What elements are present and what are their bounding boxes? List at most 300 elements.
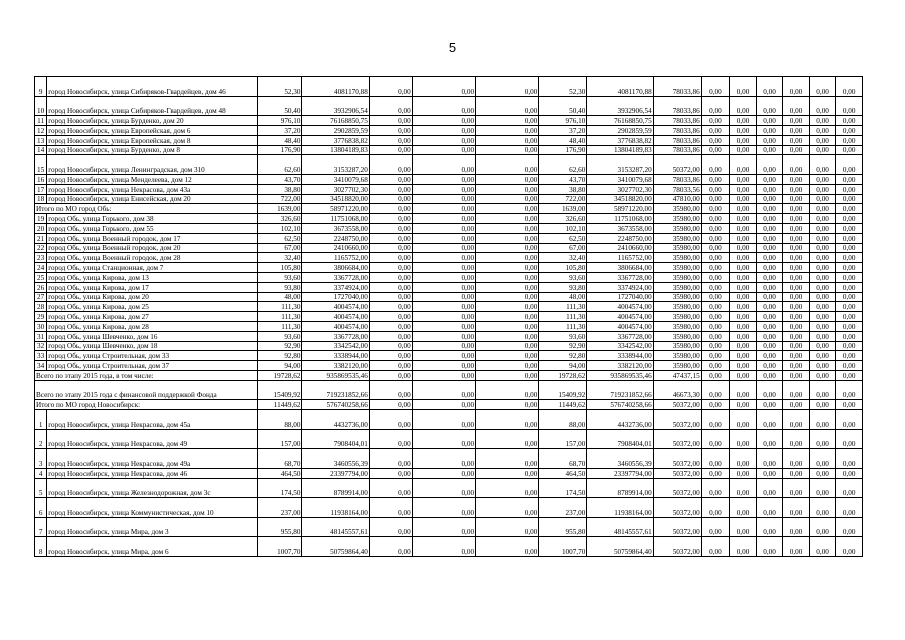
value-cell: 0,00 [756, 292, 783, 302]
value-cell: 0,00 [476, 125, 539, 135]
value-cell: 32,40 [539, 253, 587, 263]
value-cell: 0,00 [783, 282, 810, 292]
value-cell: 0,00 [836, 302, 863, 312]
value-cell: 67,00 [539, 243, 587, 253]
value-cell: 0,00 [783, 116, 810, 126]
address-cell: Всего по этапу 2015 года, в том числе: [35, 370, 258, 380]
value-cell: 0,00 [476, 478, 539, 498]
value-cell: 0,00 [412, 155, 475, 175]
value-cell: 32,40 [257, 253, 302, 263]
value-cell: 0,00 [836, 184, 863, 194]
value-cell: 23397794,00 [302, 468, 369, 478]
value-cell: 0,00 [756, 429, 783, 449]
value-cell: 3374924,00 [302, 282, 369, 292]
value-cell: 0,00 [701, 331, 730, 341]
table-total-row [35, 204, 863, 214]
value-cell: 0,00 [836, 449, 863, 469]
value-cell: 0,00 [836, 263, 863, 273]
row-number: 13 [35, 135, 47, 145]
address-cell: город Обь, улица Кирова, дом 20 [47, 292, 257, 302]
value-cell: 0,00 [836, 331, 863, 341]
value-cell: 157,00 [257, 429, 302, 449]
value-cell: 62,50 [257, 233, 302, 243]
value-cell: 0,00 [730, 370, 757, 380]
value-cell: 0,00 [756, 380, 783, 400]
address-cell: город Обь, улица Военный городок, дом 20 [47, 243, 257, 253]
table-row [35, 194, 863, 204]
value-cell: 0,00 [369, 233, 412, 243]
value-cell: 0,00 [730, 243, 757, 253]
table-row [35, 77, 863, 97]
value-cell: 0,00 [476, 292, 539, 302]
value-cell: 0,00 [701, 341, 730, 351]
value-cell: 0,00 [809, 96, 836, 116]
value-cell: 50759864,40 [302, 537, 369, 557]
value-cell: 0,00 [701, 223, 730, 233]
value-cell: 0,00 [730, 253, 757, 263]
value-cell: 0,00 [783, 380, 810, 400]
value-cell: 4004574,00 [302, 302, 369, 312]
value-cell: 52,30 [257, 77, 302, 97]
row-number: 5 [35, 478, 47, 498]
value-cell: 0,00 [412, 312, 475, 322]
value-cell: 0,00 [756, 517, 783, 537]
value-cell: 0,00 [412, 429, 475, 449]
address-cell: город Новосибирск, улица Некрасова, дом 49 [47, 429, 257, 449]
table-row [35, 478, 863, 498]
value-cell: 1639,00 [539, 204, 587, 214]
row-number: 21 [35, 233, 47, 243]
table-row [35, 145, 863, 155]
value-cell: 0,00 [783, 292, 810, 302]
value-cell: 3776838,82 [302, 135, 369, 145]
value-cell: 0,00 [701, 116, 730, 126]
value-cell: 0,00 [809, 537, 836, 557]
value-cell: 4004574,00 [587, 302, 653, 312]
value-cell: 0,00 [412, 184, 475, 194]
value-cell: 0,00 [412, 321, 475, 331]
address-cell: город Новосибирск, улица Мира, дом 3 [47, 517, 257, 537]
value-cell: 3806684,00 [587, 263, 653, 273]
row-number: 2 [35, 429, 47, 449]
value-cell: 0,00 [412, 370, 475, 380]
value-cell: 19728,62 [539, 370, 587, 380]
table-row [35, 468, 863, 478]
value-cell: 576740258,66 [587, 400, 653, 410]
value-cell: 0,00 [783, 410, 810, 430]
row-number: 29 [35, 312, 47, 322]
value-cell: 0,00 [412, 116, 475, 126]
value-cell: 0,00 [730, 155, 757, 175]
value-cell: 0,00 [730, 517, 757, 537]
table-row [35, 184, 863, 194]
value-cell: 1639,00 [257, 204, 302, 214]
value-cell: 0,00 [369, 321, 412, 331]
address-cell: город Новосибирск, улица Ленинградская, дом 310 [47, 155, 257, 175]
value-cell: 0,00 [836, 498, 863, 518]
value-cell: 0,00 [369, 517, 412, 537]
value-cell: 0,00 [836, 410, 863, 430]
value-cell: 0,00 [476, 282, 539, 292]
address-cell: город Обь, улица Строительная, дом 37 [47, 361, 257, 371]
value-cell: 0,00 [809, 517, 836, 537]
table-row [35, 517, 863, 537]
value-cell: 464,50 [539, 468, 587, 478]
table-row [35, 312, 863, 322]
address-cell: Итого по МО город Обь: [35, 204, 258, 214]
value-cell: 0,00 [809, 272, 836, 282]
value-cell: 37,20 [539, 125, 587, 135]
value-cell: 19728,62 [257, 370, 302, 380]
value-cell: 3460556,39 [302, 449, 369, 469]
value-cell: 3027702,30 [302, 184, 369, 194]
value-cell: 0,00 [783, 351, 810, 361]
value-cell: 0,00 [412, 272, 475, 282]
value-cell: 0,00 [369, 498, 412, 518]
value-cell: 0,00 [701, 380, 730, 400]
value-cell: 464,50 [257, 468, 302, 478]
table-row [35, 214, 863, 224]
value-cell: 0,00 [701, 243, 730, 253]
value-cell: 0,00 [836, 233, 863, 243]
value-cell: 0,00 [701, 410, 730, 430]
value-cell: 0,00 [756, 331, 783, 341]
value-cell: 0,00 [809, 253, 836, 263]
value-cell: 35980,00 [653, 341, 701, 351]
value-cell: 0,00 [783, 400, 810, 410]
value-cell: 50372,00 [653, 537, 701, 557]
address-cell: город Обь, улица Станционная, дом 7 [47, 263, 257, 273]
value-cell: 0,00 [756, 400, 783, 410]
value-cell: 0,00 [730, 174, 757, 184]
value-cell: 0,00 [369, 292, 412, 302]
row-number: 19 [35, 214, 47, 224]
value-cell: 0,00 [412, 498, 475, 518]
value-cell: 0,00 [836, 400, 863, 410]
value-cell: 0,00 [836, 370, 863, 380]
value-cell: 0,00 [783, 517, 810, 537]
value-cell: 0,00 [412, 478, 475, 498]
address-cell: город Новосибирск, улица Бурденко, дом 20 [47, 116, 257, 126]
value-cell: 0,00 [476, 312, 539, 322]
value-cell: 935869535,46 [302, 370, 369, 380]
value-cell: 13804189,83 [587, 145, 653, 155]
address-cell: город Обь, улица Кирова, дом 25 [47, 302, 257, 312]
value-cell: 0,00 [730, 204, 757, 214]
value-cell: 0,00 [412, 331, 475, 341]
value-cell: 0,00 [476, 351, 539, 361]
value-cell: 0,00 [756, 77, 783, 97]
value-cell: 0,00 [809, 223, 836, 233]
value-cell: 0,00 [730, 263, 757, 273]
value-cell: 93,80 [257, 282, 302, 292]
value-cell: 34518820,00 [587, 194, 653, 204]
value-cell: 0,00 [783, 429, 810, 449]
value-cell: 0,00 [783, 468, 810, 478]
address-cell: Итого по МО город Новосибирск: [35, 400, 258, 410]
address-cell: город Обь, улица Строительная, дом 33 [47, 351, 257, 361]
row-number: 31 [35, 331, 47, 341]
value-cell: 3460556,39 [587, 449, 653, 469]
value-cell: 0,00 [369, 449, 412, 469]
value-cell: 0,00 [836, 468, 863, 478]
value-cell: 176,90 [257, 145, 302, 155]
value-cell: 0,00 [756, 135, 783, 145]
value-cell: 35980,00 [653, 321, 701, 331]
table-row [35, 321, 863, 331]
value-cell: 0,00 [756, 96, 783, 116]
value-cell: 0,00 [369, 116, 412, 126]
value-cell: 0,00 [701, 253, 730, 263]
value-cell: 0,00 [701, 233, 730, 243]
value-cell: 50372,00 [653, 498, 701, 518]
value-cell: 78033,86 [653, 96, 701, 116]
value-cell: 3382120,00 [587, 361, 653, 371]
value-cell: 93,60 [257, 272, 302, 282]
value-cell: 0,00 [783, 77, 810, 97]
value-cell: 78033,86 [653, 77, 701, 97]
value-cell: 11449,62 [257, 400, 302, 410]
address-cell: город Обь, улица Кирова, дом 27 [47, 312, 257, 322]
value-cell: 102,10 [257, 223, 302, 233]
value-cell: 0,00 [369, 468, 412, 478]
value-cell: 0,00 [809, 400, 836, 410]
value-cell: 0,00 [730, 449, 757, 469]
address-cell: город Обь, улица Кирова, дом 13 [47, 272, 257, 282]
value-cell: 0,00 [756, 243, 783, 253]
value-cell: 955,80 [539, 517, 587, 537]
value-cell: 50372,00 [653, 449, 701, 469]
value-cell: 0,00 [836, 282, 863, 292]
value-cell: 111,30 [539, 321, 587, 331]
value-cell: 0,00 [783, 272, 810, 282]
value-cell: 0,00 [783, 135, 810, 145]
value-cell: 174,50 [539, 478, 587, 498]
value-cell: 50,40 [257, 96, 302, 116]
value-cell: 0,00 [476, 380, 539, 400]
value-cell: 4081170,88 [587, 77, 653, 97]
value-cell: 0,00 [701, 321, 730, 331]
row-number: 30 [35, 321, 47, 331]
value-cell: 0,00 [809, 370, 836, 380]
value-cell: 0,00 [412, 145, 475, 155]
value-cell: 0,00 [783, 194, 810, 204]
value-cell: 0,00 [369, 204, 412, 214]
row-number: 9 [35, 77, 47, 97]
value-cell: 58971220,00 [587, 204, 653, 214]
value-cell: 0,00 [412, 292, 475, 302]
value-cell: 0,00 [369, 341, 412, 351]
table-body [35, 77, 863, 557]
table-row [35, 253, 863, 263]
row-number: 11 [35, 116, 47, 126]
value-cell: 0,00 [476, 429, 539, 449]
value-cell: 0,00 [476, 321, 539, 331]
value-cell: 0,00 [701, 498, 730, 518]
value-cell: 4432736,00 [587, 410, 653, 430]
row-number: 4 [35, 468, 47, 478]
value-cell: 0,00 [730, 312, 757, 322]
value-cell: 0,00 [369, 312, 412, 322]
value-cell: 0,00 [809, 312, 836, 322]
value-cell: 13804189,83 [302, 145, 369, 155]
value-cell: 0,00 [809, 194, 836, 204]
value-cell: 3673558,00 [302, 223, 369, 233]
value-cell: 67,00 [257, 243, 302, 253]
value-cell: 0,00 [730, 272, 757, 282]
value-cell: 3367728,00 [587, 272, 653, 282]
table-row [35, 174, 863, 184]
address-cell: город Новосибирск, улица Некрасова, дом 49а [47, 449, 257, 469]
table-row [35, 537, 863, 557]
value-cell: 0,00 [476, 449, 539, 469]
table-row [35, 96, 863, 116]
value-cell: 0,00 [783, 321, 810, 331]
table-total-row [35, 370, 863, 380]
value-cell: 0,00 [412, 341, 475, 351]
value-cell: 0,00 [412, 253, 475, 263]
value-cell: 0,00 [783, 302, 810, 312]
value-cell: 0,00 [836, 145, 863, 155]
value-cell: 35980,00 [653, 292, 701, 302]
row-number: 32 [35, 341, 47, 351]
value-cell: 0,00 [412, 517, 475, 537]
value-cell: 0,00 [369, 478, 412, 498]
value-cell: 0,00 [783, 498, 810, 518]
value-cell: 50759864,40 [587, 537, 653, 557]
value-cell: 719231852,66 [587, 380, 653, 400]
page-number: 5 [448, 40, 457, 55]
value-cell: 0,00 [412, 468, 475, 478]
value-cell: 0,00 [412, 282, 475, 292]
value-cell: 0,00 [783, 204, 810, 214]
value-cell: 92,90 [257, 341, 302, 351]
value-cell: 0,00 [809, 282, 836, 292]
housing-program-table [34, 76, 863, 557]
value-cell: 78033,86 [653, 145, 701, 155]
value-cell: 0,00 [701, 77, 730, 97]
address-cell: город Новосибирск, улица Некрасова, дом 45а [47, 410, 257, 430]
value-cell: 0,00 [730, 410, 757, 430]
value-cell: 0,00 [701, 537, 730, 557]
value-cell: 0,00 [701, 429, 730, 449]
value-cell: 1165752,00 [302, 253, 369, 263]
value-cell: 0,00 [809, 204, 836, 214]
value-cell: 78033,86 [653, 116, 701, 126]
value-cell: 0,00 [836, 351, 863, 361]
row-number: 8 [35, 537, 47, 557]
value-cell: 50372,00 [653, 517, 701, 537]
value-cell: 0,00 [783, 96, 810, 116]
value-cell: 0,00 [836, 116, 863, 126]
value-cell: 0,00 [836, 223, 863, 233]
value-cell: 0,00 [369, 194, 412, 204]
value-cell: 0,00 [809, 361, 836, 371]
value-cell: 50,40 [539, 96, 587, 116]
value-cell: 0,00 [756, 272, 783, 282]
value-cell: 0,00 [809, 214, 836, 224]
value-cell: 0,00 [836, 214, 863, 224]
value-cell: 0,00 [476, 302, 539, 312]
address-cell: город Новосибирск, улица Сибиряков-Гвардейцев, дом 46 [47, 77, 257, 97]
value-cell: 0,00 [701, 135, 730, 145]
value-cell: 50372,00 [653, 429, 701, 449]
value-cell: 0,00 [809, 341, 836, 351]
value-cell: 0,00 [836, 155, 863, 175]
value-cell: 0,00 [369, 77, 412, 97]
value-cell: 47437,15 [653, 370, 701, 380]
value-cell: 0,00 [756, 223, 783, 233]
value-cell: 50372,00 [653, 400, 701, 410]
value-cell: 0,00 [476, 194, 539, 204]
value-cell: 48,40 [539, 135, 587, 145]
value-cell: 0,00 [783, 243, 810, 253]
table-row [35, 292, 863, 302]
row-number: 10 [35, 96, 47, 116]
value-cell: 11938164,00 [302, 498, 369, 518]
value-cell: 0,00 [701, 400, 730, 410]
table-row [35, 155, 863, 175]
value-cell: 35980,00 [653, 263, 701, 273]
value-cell: 0,00 [836, 429, 863, 449]
value-cell: 0,00 [836, 243, 863, 253]
value-cell: 0,00 [809, 145, 836, 155]
value-cell: 11751068,00 [302, 214, 369, 224]
value-cell: 0,00 [701, 449, 730, 469]
value-cell: 0,00 [756, 125, 783, 135]
row-number: 16 [35, 174, 47, 184]
value-cell: 0,00 [476, 517, 539, 537]
value-cell: 52,30 [539, 77, 587, 97]
value-cell: 2248750,00 [587, 233, 653, 243]
value-cell: 48145557,61 [587, 517, 653, 537]
value-cell: 1727040,00 [587, 292, 653, 302]
value-cell: 0,00 [730, 429, 757, 449]
value-cell: 0,00 [783, 253, 810, 263]
value-cell: 0,00 [476, 400, 539, 410]
value-cell: 0,00 [756, 253, 783, 263]
value-cell: 0,00 [756, 312, 783, 322]
value-cell: 1007,70 [257, 537, 302, 557]
value-cell: 93,60 [257, 331, 302, 341]
address-cell: город Новосибирск, улица Сибиряков-Гвардейцев, дом 48 [47, 96, 257, 116]
value-cell: 93,60 [539, 331, 587, 341]
value-cell: 0,00 [476, 537, 539, 557]
value-cell: 111,30 [539, 302, 587, 312]
value-cell: 0,00 [369, 331, 412, 341]
value-cell: 111,30 [257, 312, 302, 322]
value-cell: 111,30 [257, 302, 302, 312]
value-cell: 35980,00 [653, 312, 701, 322]
value-cell: 0,00 [476, 498, 539, 518]
value-cell: 0,00 [836, 272, 863, 282]
value-cell: 0,00 [756, 204, 783, 214]
value-cell: 237,00 [539, 498, 587, 518]
value-cell: 0,00 [836, 125, 863, 135]
value-cell: 0,00 [476, 184, 539, 194]
value-cell: 0,00 [701, 312, 730, 322]
value-cell: 50372,00 [653, 155, 701, 175]
table-total-row [35, 400, 863, 410]
value-cell: 0,00 [730, 400, 757, 410]
value-cell: 0,00 [730, 537, 757, 557]
address-cell: город Новосибирск, улица Европейская, дом 8 [47, 135, 257, 145]
table-total-row [35, 380, 863, 400]
value-cell: 3932906,54 [302, 96, 369, 116]
value-cell: 48,00 [257, 292, 302, 302]
value-cell: 0,00 [701, 370, 730, 380]
value-cell: 0,00 [701, 145, 730, 155]
